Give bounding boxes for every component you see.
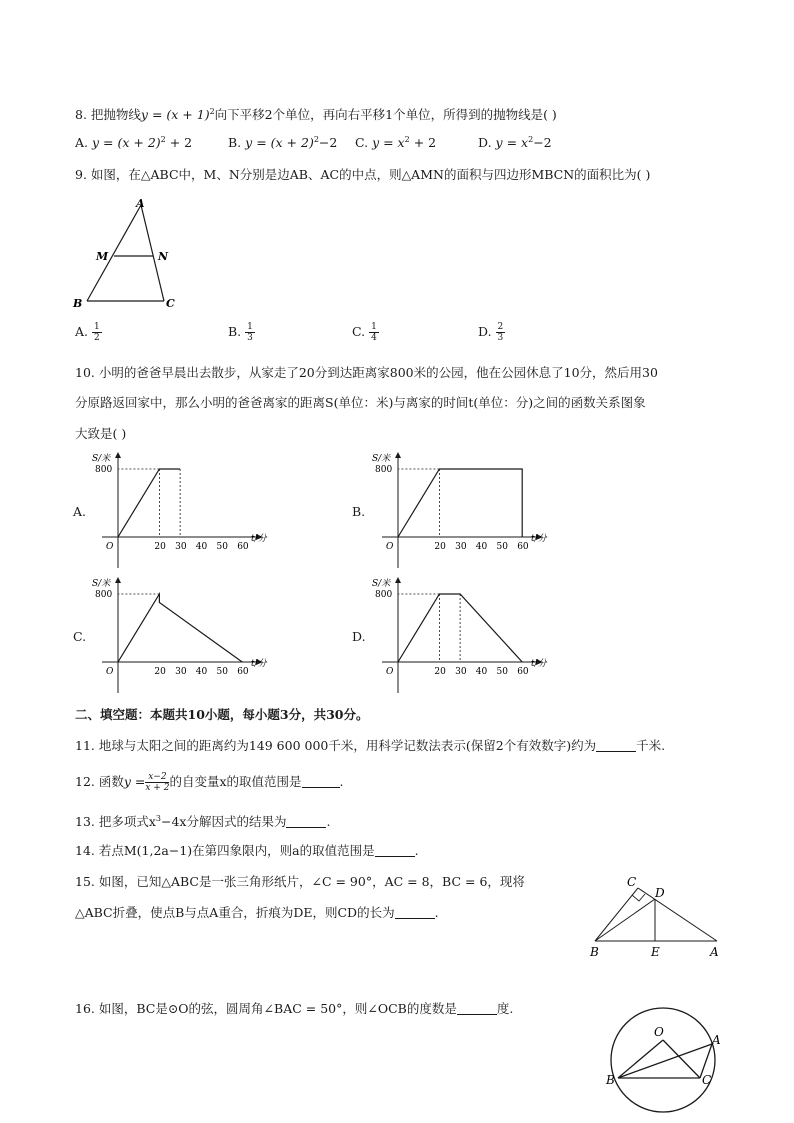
q10-line-1: 10. 小明的爸爸早晨出去散步，从家走了20分到达距离家800米的公园，他在公园休息了10分，然后用30: [75, 365, 658, 380]
q10-c-tick-800: 800: [95, 590, 113, 600]
q10-c-x-label: t/分: [251, 659, 267, 669]
q10-graph-c: [90, 575, 275, 700]
q9-label-n: N: [158, 250, 169, 263]
q10-a-y-label: S/米: [92, 454, 111, 464]
q10-a-distance-line: [118, 469, 180, 537]
q8-stem-prefix: 8. 把抛物线: [75, 107, 141, 123]
q10-line-3: 大致是( ): [75, 426, 127, 441]
q10-b-y-label: S/米: [372, 454, 391, 464]
q10-d-y-arrow: [395, 577, 401, 583]
q16-text: 16. 如图，BC是⊙O的弦，圆周角∠BAC = 50°，则∠OCB的度数是: [75, 1001, 457, 1016]
q10-c-y-arrow: [115, 577, 121, 583]
q10-b-origin: O: [386, 542, 394, 552]
q10-a-origin: O: [106, 542, 114, 552]
q10-option-a-label: A.: [73, 504, 87, 519]
q12-answer-blank[interactable]: [302, 773, 340, 788]
q8-option-a: A. $y = (x + 2)^2 + 2$: [75, 135, 193, 151]
q10-d-tick-800: 800: [375, 590, 393, 600]
q10-d-origin: O: [386, 667, 394, 677]
q10-c-tick-60: 60: [237, 667, 249, 677]
q14-answer-blank[interactable]: [375, 842, 415, 857]
q9-option-d: D. $\frac{2}{3}$: [478, 322, 504, 343]
q15-right-angle-mark: [632, 894, 645, 901]
q9-triangle-figure: [70, 193, 190, 315]
q16-label-o: O: [654, 1025, 664, 1039]
q10-d-y-label: S/米: [372, 579, 391, 589]
q8-stem-sup: 2: [209, 107, 215, 116]
q12: 12. 函数y = $\frac{x-2}{x + 2}$ 的自变量x的取值范围是 .: [75, 772, 344, 793]
q9-stem: 9. 如图，在△ABC中，M、N分别是边AB、AC的中点，则△AMN的面积与四边形MBCN的面积比为( ): [75, 167, 651, 182]
q10-a-tick-20: 20: [154, 542, 166, 552]
q10-graph-d: [370, 575, 555, 700]
q9-option-a: A. $\frac{1}{2}$: [75, 322, 100, 343]
q15-line-2: △ABC折叠，使点B与点A重合，折痕为DE，则CD的长为 .: [75, 905, 439, 920]
q13-text: −4x分解因式的结果为: [161, 814, 287, 830]
q16: [75, 1000, 513, 1018]
q10-b-tick-30: 30: [455, 542, 467, 552]
q9-label-m: M: [96, 250, 109, 263]
q15-label-d: D: [655, 886, 665, 900]
q8-option-c: C. $y = x^2 + 2$: [355, 135, 437, 151]
q8-stem-suffix: 向下平移2个单位，再向右平移1个单位，所得到的抛物线是( ): [214, 107, 557, 123]
q10-a-tick-800: 800: [95, 465, 113, 475]
q15-triangle-figure: [585, 872, 725, 964]
q10-line-2: 分原路返回家中，那么小明的爸爸离家的距离S(单位：米)与离家的时间t(单位：分)之间的函数关系图象: [75, 395, 646, 410]
q15-answer-blank[interactable]: [395, 904, 435, 919]
q16-circle-figure: [600, 1002, 730, 1120]
q10-a-x-label: t/分: [251, 534, 267, 544]
q10-a-tick-50: 50: [216, 542, 228, 552]
q10-b-x-label: t/分: [531, 534, 547, 544]
q12-expr: y =: [123, 774, 146, 789]
q9-label-c: C: [166, 297, 175, 310]
section-2-heading: 二、填空题：本题共10小题，每小题3分，共30分。: [75, 707, 369, 722]
q13: 13. 把多项式$x^3-4x$分解因式的结果为 .: [75, 814, 331, 830]
q15-line-1: 15. 如图，已知△ABC是一张三角形纸片，∠C = 90°，AC = 8，BC = 6，现将: [75, 874, 525, 889]
q10-b-tick-50: 50: [496, 542, 508, 552]
q16-label-b: B: [606, 1073, 615, 1087]
q10-c-tick-40: 40: [195, 667, 208, 677]
q10-c-tick-20: 20: [154, 667, 166, 677]
q16-answer-blank[interactable]: [457, 1000, 497, 1015]
q13-prefix: 13. 把多项式x: [75, 814, 156, 830]
q10-b-tick-20: 20: [434, 542, 446, 552]
q16-radius-ob: [618, 1040, 663, 1078]
q16-label-a: A: [712, 1033, 721, 1047]
q15-side-bc: [595, 888, 638, 941]
q12-text: 的自变量x的取值范围是: [169, 774, 302, 789]
q10-a-tick-30: 30: [175, 542, 187, 552]
q11-text: 11. 地球与太阳之间的距离约为149 600 000千米，用科学记数法表示(保留2个有效数字)约为: [75, 738, 597, 753]
q10-a-tick-60: 60: [237, 542, 249, 552]
q16-radius-oc: [663, 1040, 700, 1078]
q10-d-tick-60: 60: [517, 667, 529, 677]
q10-b-tick-40: 40: [475, 542, 488, 552]
q11-unit: 千米.: [636, 738, 666, 753]
q11: [75, 737, 665, 755]
q10-b-y-arrow: [395, 452, 401, 458]
q10-d-tick-30: 30: [455, 667, 467, 677]
q12-fraction: $\frac{x-2}{x + 2}$: [145, 772, 170, 793]
q10-d-x-label: t/分: [531, 659, 547, 669]
q10-d-tick-50: 50: [496, 667, 508, 677]
q13-answer-blank[interactable]: [286, 813, 326, 828]
q10-a-y-arrow: [115, 452, 121, 458]
q16-unit: 度.: [496, 1001, 514, 1016]
q10-c-tick-50: 50: [216, 667, 228, 677]
q14: 14. 若点M(1,2a−1)在第四象限内，则a的取值范围是 .: [75, 843, 419, 858]
q10-b-tick-60: 60: [517, 542, 529, 552]
q10-d-tick-20: 20: [434, 667, 446, 677]
q16-label-c: C: [702, 1073, 712, 1087]
q15-label-a: A: [710, 945, 719, 959]
q10-d-tick-40: 40: [475, 667, 488, 677]
q10-c-origin: O: [106, 667, 114, 677]
q10-a-tick-40: 40: [195, 542, 208, 552]
q11-answer-blank[interactable]: [596, 737, 636, 752]
q9-label-a: A: [136, 197, 145, 210]
q10-c-distance-line: [118, 594, 242, 662]
q10-c-tick-30: 30: [175, 667, 187, 677]
q10-b-distance-line: [398, 469, 522, 537]
q15-label-e: E: [651, 945, 660, 959]
q10-option-c-label: C.: [73, 629, 87, 644]
q15-segment-bd: [595, 899, 655, 941]
q10-option-b-label: B.: [352, 504, 366, 519]
q9-label-b: B: [73, 297, 83, 310]
q15-text: △ABC折叠，使点B与点A重合，折痕为DE，则CD的长为: [75, 905, 395, 920]
q16-circle: [611, 1008, 715, 1112]
q10-b-tick-800: 800: [375, 465, 393, 475]
q8-stem-expr: y = (x + 1): [140, 107, 210, 123]
q10-graph-a: [90, 450, 275, 575]
q8-option-b: B. $y = (x + 2)^2-2$: [228, 135, 338, 151]
q9-option-b: B. $\frac{1}{3}$: [228, 322, 253, 343]
q12-prefix: 12. 函数: [75, 774, 124, 789]
q10-option-d-label: D.: [352, 629, 366, 644]
q8-option-d: D. $y = x^2-2$: [478, 135, 552, 151]
q9-option-c: C. $\frac{1}{4}$: [352, 322, 377, 343]
q15-label-c: C: [627, 875, 637, 889]
q10-graph-b: [370, 450, 555, 575]
q14-text: 14. 若点M(1,2a−1)在第四象限内，则a的取值范围是: [75, 843, 375, 858]
q10-c-y-label: S/米: [92, 579, 111, 589]
q16-chord-ba: [618, 1044, 712, 1078]
q15-label-b: B: [590, 945, 599, 959]
q8-stem: [75, 103, 557, 124]
q15-side-ca: [638, 888, 717, 941]
